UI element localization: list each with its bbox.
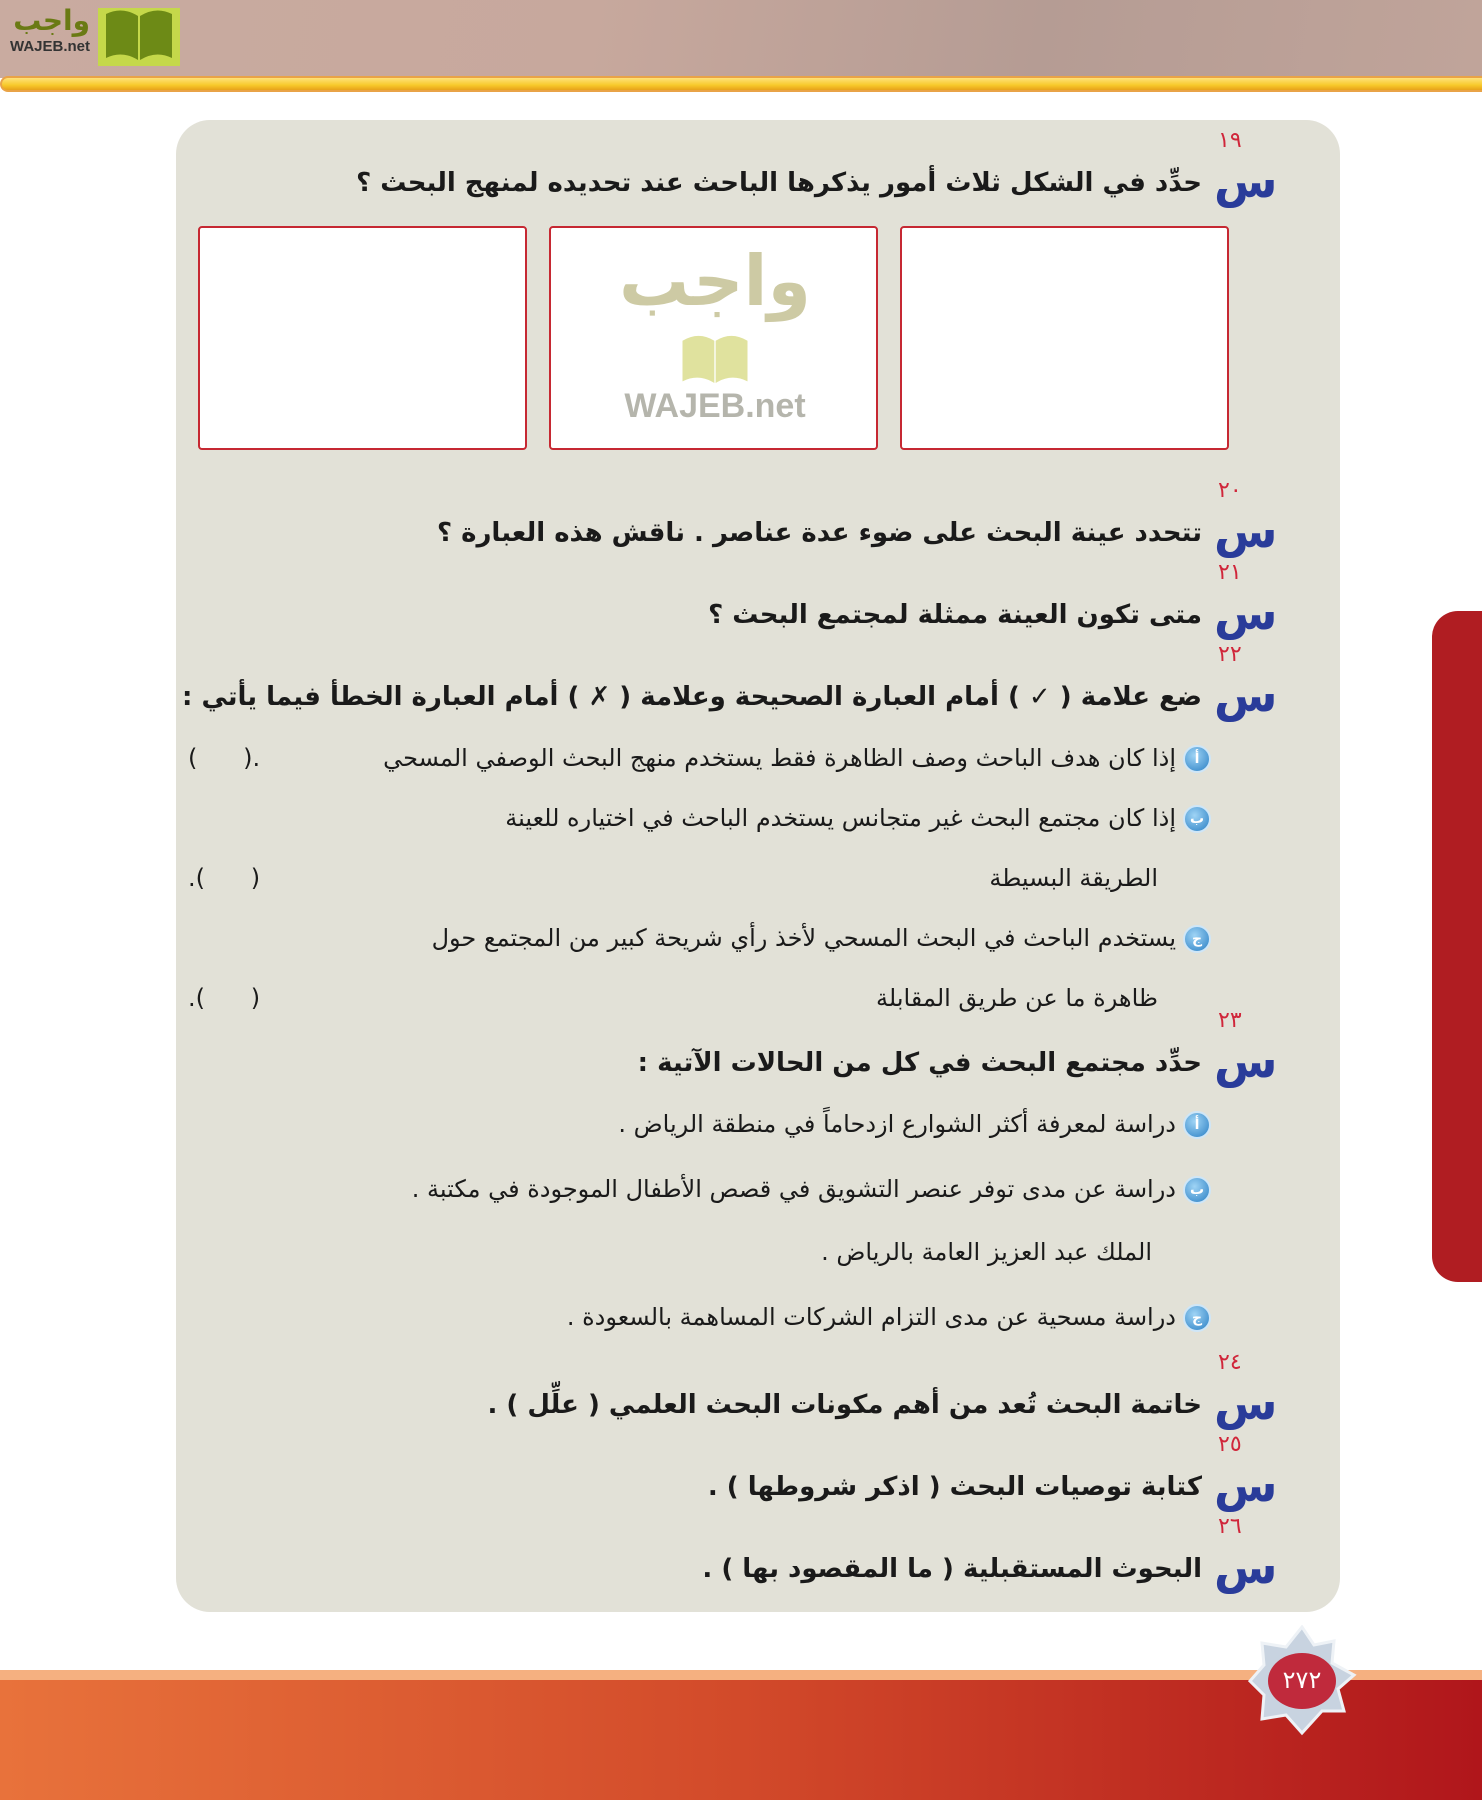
question-number: ٢٥	[1218, 1432, 1242, 1457]
answer-box-3[interactable]	[198, 226, 527, 450]
question-26-text: البحوث المستقبلية ( ما المقصود بها ) .	[702, 1554, 1202, 1584]
q22-item-a: إذا كان هدف الباحث وصف الظاهرة فقط يستخدم منهج البحث الوصفي المسحي	[383, 744, 1176, 772]
question-letter: س	[1214, 586, 1278, 640]
q22-answer-a[interactable]: ( ).	[188, 744, 261, 772]
question-number: ٢١	[1218, 560, 1242, 585]
question-label-22	[1212, 642, 1278, 722]
q22-item-c-row	[188, 982, 1158, 1014]
question-20-text: تتحدد عينة البحث على ضوء عدة عناصر . ناقش هذه العبارة ؟	[436, 518, 1202, 548]
question-label-26	[1212, 1514, 1278, 1594]
q23-item-b: دراسة عن مدى توفر عنصر التشويق في قصص الأطفال الموجودة في مكتبة .	[411, 1175, 1176, 1203]
wajeb-logo[interactable]	[10, 4, 180, 66]
q22-item-b-continued: الطريقة البسيطة	[989, 864, 1158, 892]
question-21-text: متى تكون العينة ممثلة لمجتمع البحث ؟	[708, 600, 1202, 630]
question-23-text: حدِّد مجتمع البحث في كل من الحالات الآتية :	[637, 1048, 1202, 1078]
question-letter: س	[1214, 1376, 1278, 1430]
bullet-c: ج	[1183, 1304, 1211, 1332]
question-number: ١٩	[1218, 128, 1242, 153]
question-22-text: ضع علامة ( ✓ ) أمام العبارة الصحيحة وعلامة ( ✗ ) أمام العبارة الخطأ فيما يأتي :	[182, 682, 1202, 712]
q22-item-b: إذا كان مجتمع البحث غير متجانس يستخدم الباحث في اختياره للعينة	[505, 804, 1176, 832]
q22-item-c: يستخدم الباحث في البحث المسحي لأخذ رأي شريحة كبير من المجتمع حول	[431, 924, 1176, 952]
q22-item-c-continued: ظاهرة ما عن طريق المقابلة	[876, 984, 1158, 1012]
question-label-19	[1212, 128, 1278, 208]
q22-item-b-row	[188, 862, 1158, 894]
side-tab	[1432, 611, 1482, 1282]
question-number: ٢٠	[1218, 478, 1242, 503]
question-25-text: كتابة توصيات البحث ( اذكر شروطها ) .	[707, 1472, 1202, 1502]
answer-box-2[interactable]	[549, 226, 878, 450]
q22-item-a-row	[188, 742, 1176, 774]
bullet-b: ب	[1183, 805, 1211, 833]
question-label-25	[1212, 1432, 1278, 1512]
bullet-b: ب	[1183, 1176, 1211, 1204]
bullet-a: أ	[1183, 745, 1211, 773]
question-24-text: خاتمة البحث تُعد من أهم مكونات البحث العلمي ( علِّل ) .	[487, 1390, 1202, 1420]
question-letter: س	[1214, 504, 1278, 558]
question-letter: س	[1214, 668, 1278, 722]
q23-item-b-continued: الملك عبد العزيز العامة بالرياض .	[821, 1238, 1152, 1266]
answer-box-1[interactable]	[900, 226, 1229, 450]
question-label-21	[1212, 560, 1278, 640]
q22-answer-b[interactable]: .( )	[188, 864, 261, 892]
question-label-20	[1212, 478, 1278, 558]
question-number: ٢٣	[1218, 1008, 1242, 1033]
question-label-24	[1212, 1350, 1278, 1430]
question-label-23	[1212, 1008, 1278, 1088]
q23-item-a: دراسة لمعرفة أكثر الشوارع ازدحاماً في منطقة الرياض .	[618, 1110, 1176, 1138]
book-icon	[98, 4, 180, 66]
watermark-arabic: واجب	[618, 240, 812, 322]
q22-answer-c[interactable]: .( )	[188, 984, 261, 1012]
page-number-badge	[1246, 1625, 1358, 1737]
question-number: ٢٤	[1218, 1350, 1242, 1375]
question-number: ٢٦	[1218, 1514, 1242, 1539]
logo-arabic: واجب	[13, 4, 91, 37]
question-19-text: حدِّد في الشكل ثلاث أمور يذكرها الباحث عند تحديده لمنهج البحث ؟	[356, 168, 1202, 198]
bullet-a: أ	[1183, 1111, 1211, 1139]
header-divider	[0, 76, 1482, 92]
question-number: ٢٢	[1218, 642, 1242, 667]
question-letter: س	[1214, 1034, 1278, 1088]
question-letter: س	[1214, 154, 1278, 208]
q23-item-c: دراسة مسحية عن مدى التزام الشركات المساهمة بالسعودة .	[566, 1303, 1176, 1331]
page-number: ٢٧٢	[1282, 1666, 1322, 1694]
bullet-c: ج	[1183, 925, 1211, 953]
header-banner	[0, 0, 1482, 78]
watermark-english: WAJEB.net	[624, 387, 806, 425]
question-letter: س	[1214, 1540, 1278, 1594]
logo-english: WAJEB.net	[10, 38, 91, 55]
question-letter: س	[1214, 1458, 1278, 1512]
